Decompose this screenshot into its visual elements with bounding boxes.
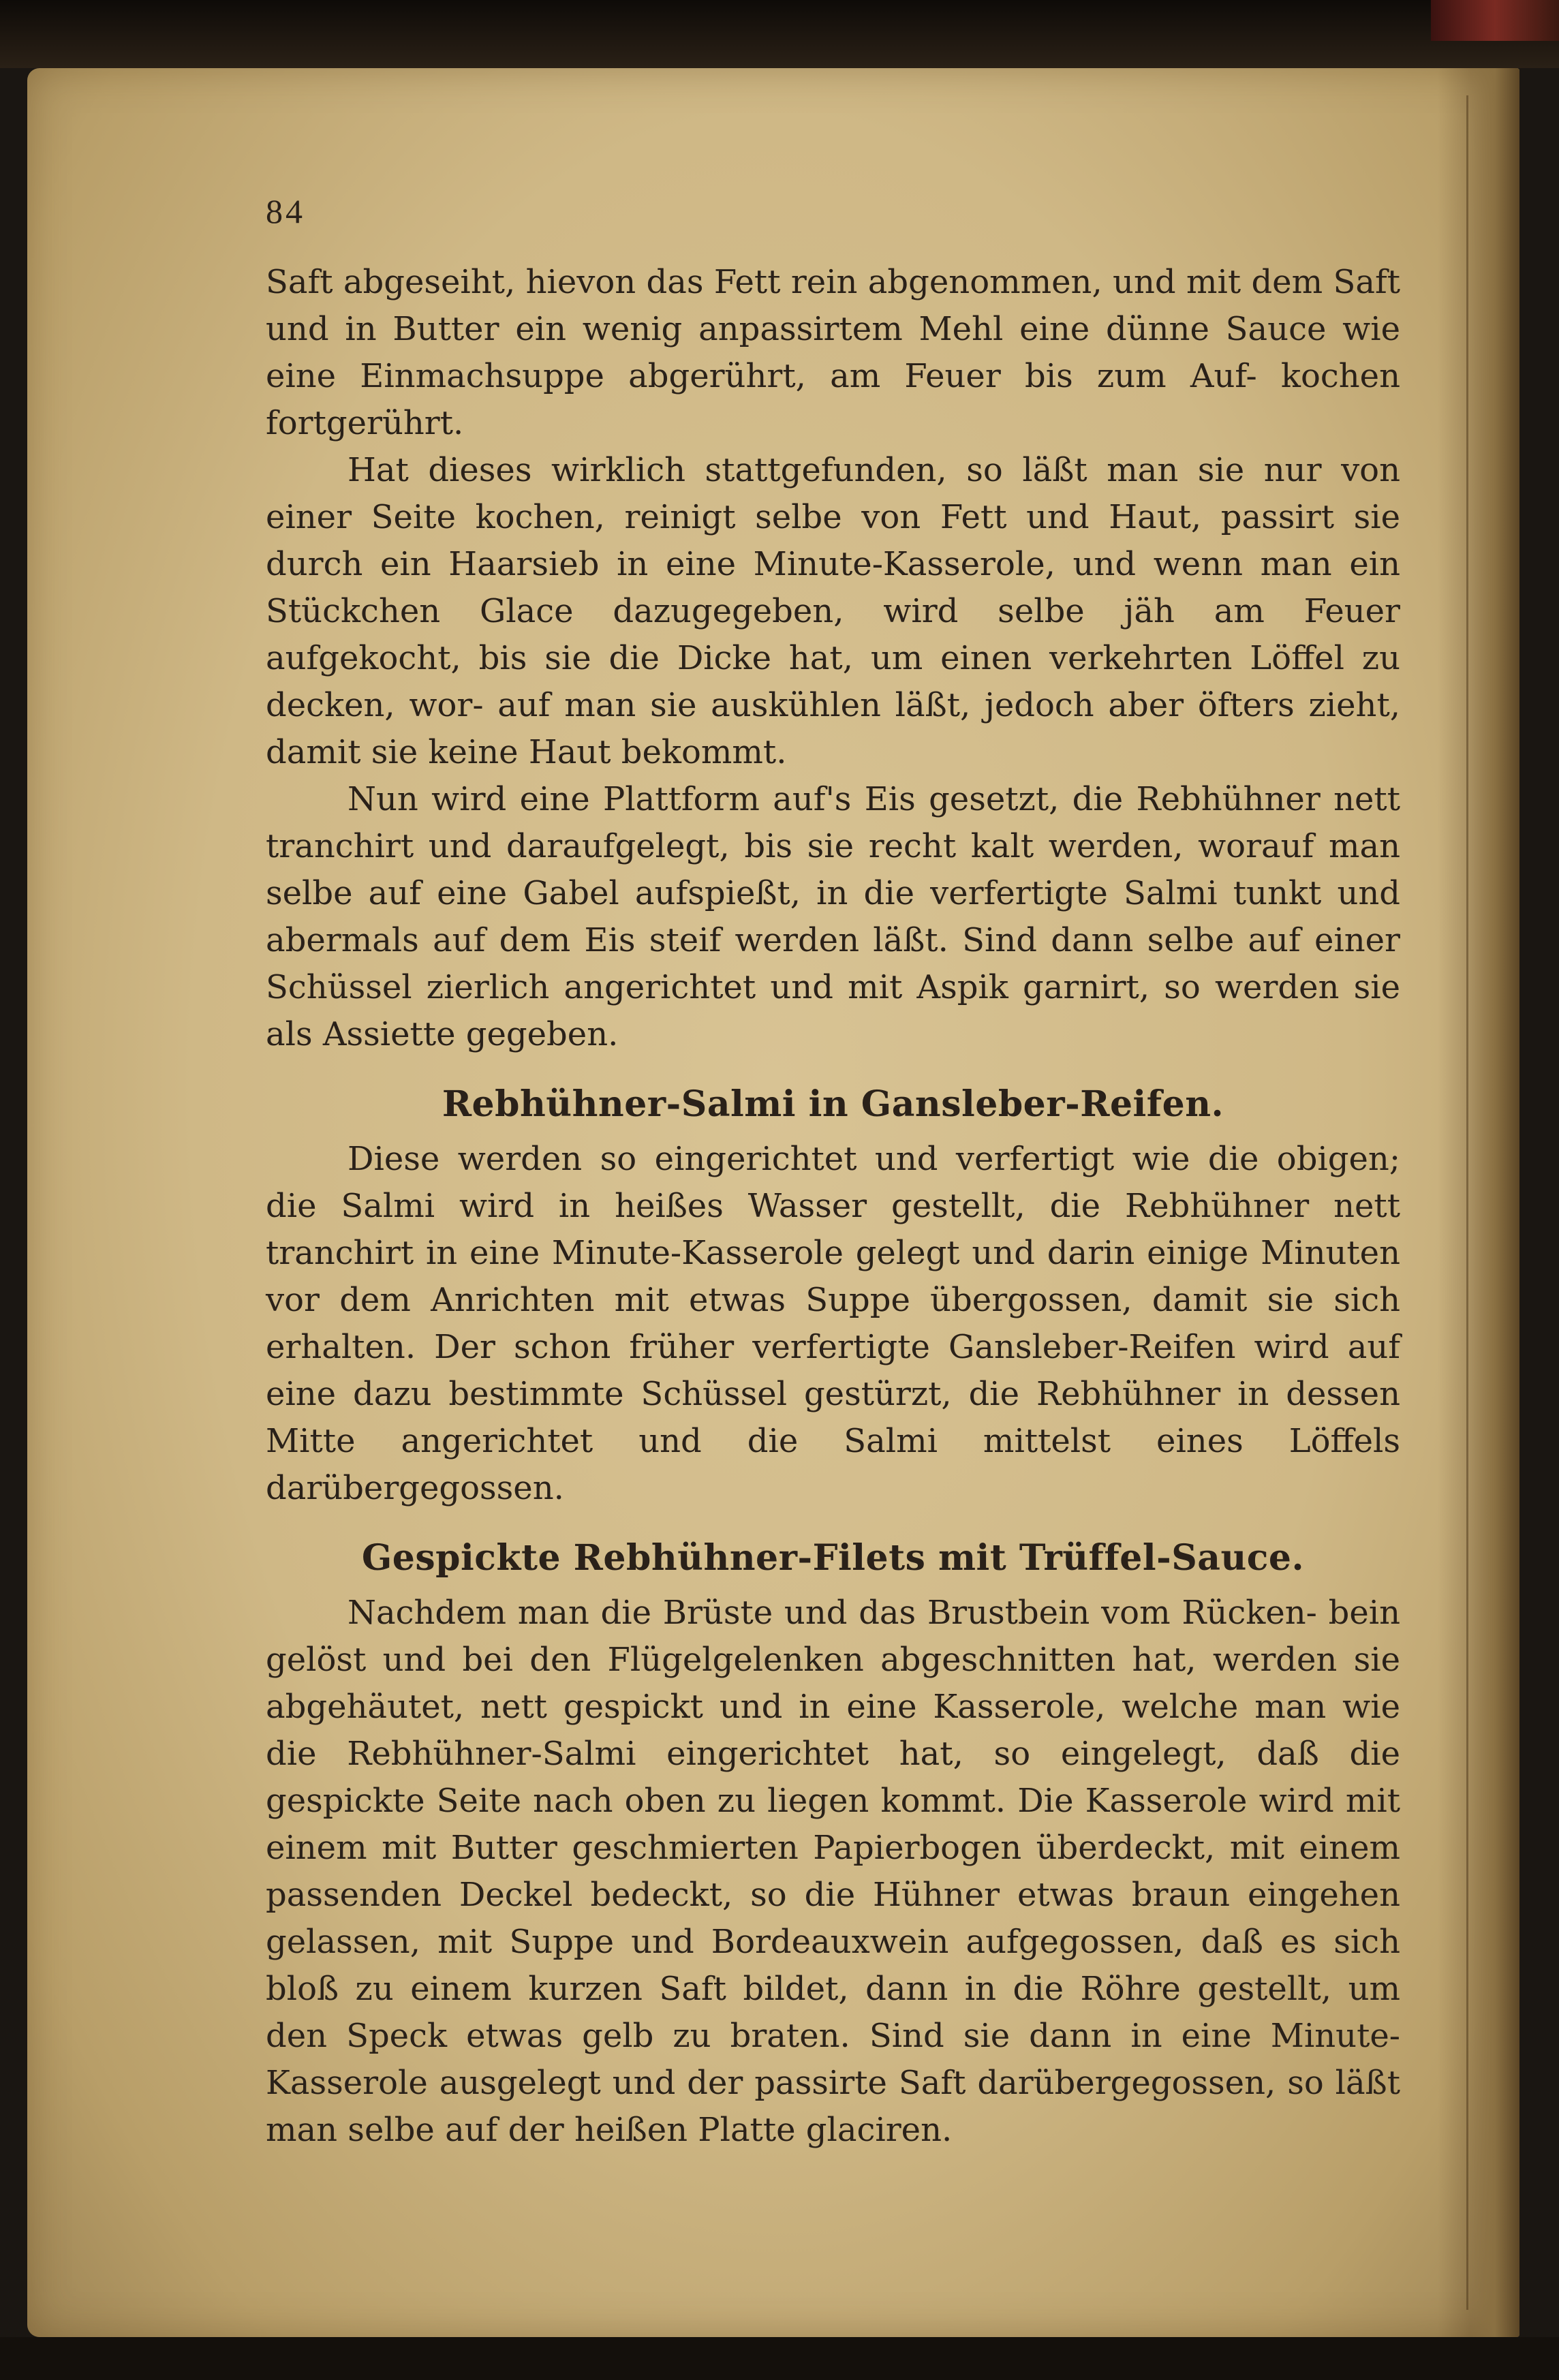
section-heading-gespickte-filets: Gespickte Rebhühner-Filets mit Trüffel-Sauce. [361,1537,1305,1579]
paragraph-gespickte-filets: Nachdem man die Brüste und das Brustbein vom Rücken- bein gelöst und bei den Flügelgelenken abgeschnitten hat, werden sie abgehäutet, nett gespickt und in eine Kasserole, welche man wie die Rebhühner-Salmi eingerichtet hat, so eingelegt, daß die gespickte Seite nach oben zu liegen kommt. Die Kasserole wird mit einem mit Butter geschmierten Papierbogen überdeckt, mit einem passenden Deckel bedeckt, so die Hühner etwas braun eingehen gelassen, mit Suppe und Bordeauxwein aufgegossen, daß es sich bloß zu einem kurzen Saft bildet, dann in die Röhre gestellt, um den Speck etwas gelb zu braten. Sind sie dann in eine Minute-Kasserole ausgelegt und der passirte Saft darübergegossen, so läßt man selbe auf der heißen Platte glaciren. [266,1594,1400,2149]
page-content [266,191,1400,2154]
paragraph-intro-2: Hat dieses wirklich stattgefunden, so läßt man sie nur von einer Seite kochen, reinigt selbe von Fett und Haut, passirt sie durch ein Haarsieb in eine Minute-Kasserole, und wenn man ein Stückchen Glace dazugegeben, wird selbe jäh am Feuer aufgekocht, bis sie die Dicke hat, um einen verkehrten Löffel zu decken, wor- auf man sie auskühlen läßt, jedoch aber öfters zieht, damit sie keine Haut bekommt. [266,451,1400,771]
paragraph-intro-3: Nun wird eine Plattform auf's Eis gesetzt, die Rebhühner nett tranchirt und daraufgelegt, bis sie recht kalt werden, worauf man selbe auf eine Gabel aufspießt, in die verfertigte Salmi tunkt und abermals auf dem Eis steif werden läßt. Sind dann selbe auf einer Schüssel zierlich angerichtet und mit Aspik garnirt, so werden sie als Assiette gegeben. [266,780,1400,1053]
section-heading-salmi-gansleber: Rebhühner-Salmi in Gansleber-Reifen. [442,1083,1224,1125]
scan-top-border [0,0,1559,68]
paragraph-intro-1: Saft abgeseiht, hievon das Fett rein abgenommen, und mit dem Saft und in Butter ein wenig anpassirtem Mehl eine dünne Sauce wie eine Einmachsuppe abgerührt, am Feuer bis zum Auf- kochen fortgerührt. [266,263,1400,442]
book-cover-edge [1431,0,1559,41]
paragraph-salmi-gansleber: Diese werden so eingerichtet und verfertigt wie die obigen; die Salmi wird in heißes Wasser gestellt, die Rebhühner nett tranchirt in eine Minute-Kasserole gelegt und darin einige Minuten vor dem Anrichten mit etwas Suppe übergossen, damit sie sich erhalten. Der schon früher verfertigte Gansleber-Reifen wird auf eine dazu bestimmte Schüssel gestürzt, die Rebhühner in dessen Mitte angerichtet und die Salmi mittelst eines Löffels darübergegossen. [266,1140,1400,1507]
scan-bottom-border [0,2337,1559,2380]
page-edge-shadow [1438,68,1519,2337]
page-number: 84 [266,192,305,230]
